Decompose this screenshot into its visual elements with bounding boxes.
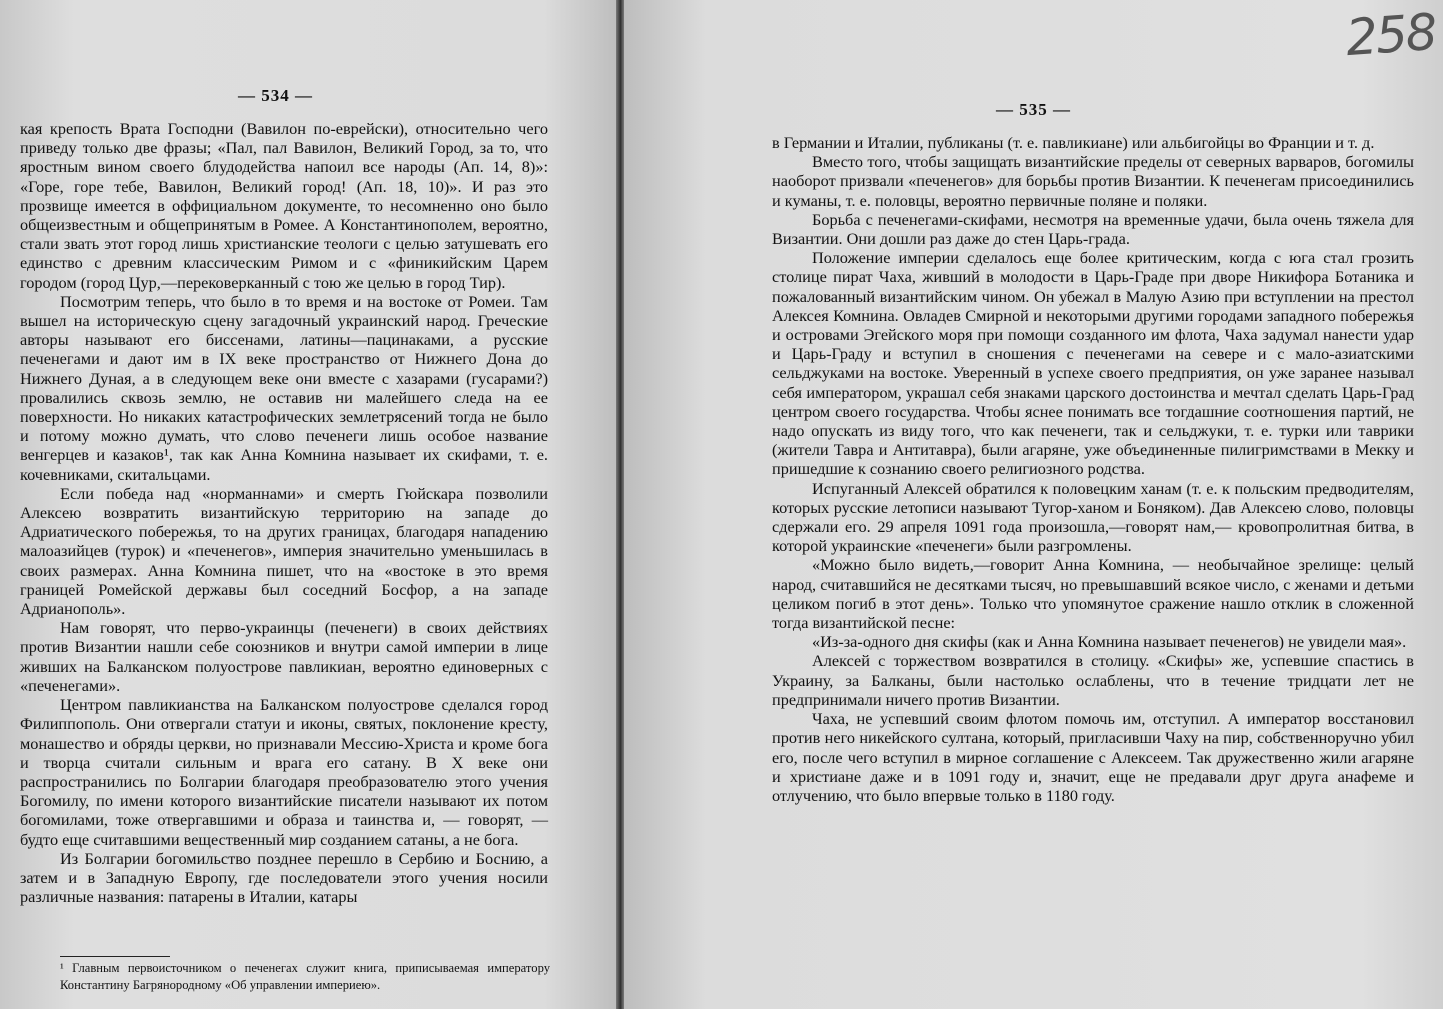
left-page — [0, 0, 618, 1009]
paragraph: Центром павликианства на Балканском полуострове сделался город Филиппополь. Они отвергали статуи и иконы, святых, поклонение кресту, монашество и обряды церкви, но признавали Мессию-Христа и кроме бога и творца считали сильным и врага его сатану. В X веке они распространились по Болгарии благодаря преобразователю этого учения Богомилу, по имени которого византийские писатели называют их потом богомилами, тоже отвергавшими и образа и таинства и, — говорят, — будто еще считавшими вещественный мир созданием сатаны, а не бога. — [20, 695, 548, 849]
paragraph: Посмотрим теперь, что было в то время и на востоке от Ромеи. Там вышел на историческую сцену загадочный украинский народ. Греческие авторы называют его биссенами, латины—пацинаками, а русские печенегами и дают им в IX веке пространство от Нижнего Дона до Нижнего Дуная, а в следующем веке они вместе с хазарами (гусарами?) провалились сквозь землю, не оставив ни малейшего следа на ее поверхности. Но никаких катастрофических землетрясений тогда не было и потому можно думать, что слово печенеги лишь особое название венгерцев и казаков¹, так как Анна Комнина называет их скифами, т. е. кочевниками, скитальцами. — [20, 291, 548, 484]
paragraph: «Можно было видеть,—говорит Анна Комнина, — необычайное зрелище: целый народ, считавшийся не десятками тысяч, но превышавший всякое число, с женами и детьми целиком погиб в этот день». Только что упомянутое сражение нашло отклик в сложенной тогда византийской песне: — [772, 555, 1414, 633]
handwritten-folio-number: 258 — [1343, 2, 1437, 68]
paragraph: Положение империи сделалось еще более критическим, когда с юга стал грозить столице пират Чаха, живший в молодости в Царь-Граде при дворе Никифора Ботаника и пожалованный византийским чином. Он убежал в Малую Азию при вступлении на престол Алексея Комнина. Овладев Смирной и некоторыми другими городами западного побережья и островами Эгейского моря при помощи созданного им флота, Чаха задумал нанести удар и Царь-Граду и вступил в сношения с печенегами на севере и с мало-азиатскими сельджуками на востоке. Уверенный в успехе своего предприятия, он уже заранее называл себя императором, украшал себя знаками царского достоинства и мечтал сделать Царь-Град центром своего государства. Чтобы яснее понимать все тогдашние соотношения партий, не надо опускать из виду того, что как печенеги, так и сельджуки, т. е. турки или таврики (жители Тавра и Антитавра), были агаряне, уже объединенные пилигримствами в Мекку и пришедшие к сознанию своего религиозного родства. — [772, 248, 1414, 479]
paragraph: Вместо того, чтобы защищать византийские пределы от северных варваров, богомилы наоборот призвали «печенегов» для борьбы против Византии. К печенегам присоединились и куманы, т. е. половцы, вероятно первичные поляне и поляки. — [772, 152, 1414, 210]
paragraph: Алексей с торжеством возвратился в столицу. «Скифы» же, успевшие спастись в Украину, за Балканы, были настолько ослаблены, что в течение тридцати лет не предпринимали ничего против Византии. — [772, 651, 1414, 709]
paragraph: Чаха, не успевший своим флотом помочь им, отступил. А император восстановил против него никейского султана, который, пригласивши Чаху на пир, собственноручно убил его, после чего вступил в мирное соглашение с Алексеем. Так дружественно жили агаряне и христиане даже и в 1091 году и, значит, еще не предавали друг друга анафеме и отлучению, что было впервые только в 1180 году. — [772, 709, 1414, 805]
left-page-number: — 534 — — [238, 86, 313, 105]
footnote: ¹ Главным первоисточником о печенегах служит книга, приписываемая императору Константину Багрянородному «Об управлении империею». — [60, 961, 550, 992]
paragraph: кая крепость Врата Господни (Вавилон по-еврейски), относительно чего приведу только две фразы; «Пал, пал Вавилон, Великий Город, за то, что яростным вином своего блудодейства напоил все народы (Ап. 14, 8)»: «Горе, горе тебе, Вавилон, Великий город! (Ап. 18, 10)». И раз это прозвище имеется в оффициальном документе, то несомненно оно было общеизвестным и общепринятым в Ромее. А Константинополем, вероятно, стали звать этот город лишь христианские теологи с целью затушевать его единство с древним классическим Римом и с «финикийским Царем городом (город Цур,—перековерканный с тою же целью в город Тир). — [20, 119, 548, 292]
right-page — [624, 0, 1443, 1009]
right-page-text — [772, 133, 1414, 805]
paragraph: Нам говорят, что перво-украинцы (печенеги) в своих действиях против Византии нашли себе союзников и внутри самой империи в лице живших на Балканском полуострове павликиан, вероятно единоверных с «печенегами». — [20, 618, 548, 695]
paragraph: в Германии и Италии, публиканы (т. е. павликиане) или альбигойцы во Франции и т. д. — [772, 133, 1375, 152]
paragraph: Борьба с печенегами-скифами, несмотря на временные удачи, была очень тяжела для Византии. Они дошли раз даже до стен Царь-града. — [772, 209, 1414, 249]
right-page-number: — 535 — — [996, 100, 1071, 119]
left-page-text — [20, 119, 548, 906]
paragraph: Если победа над «норманнами» и смерть Гюйскара позволили Алексею возвратить византийскую территорию на западе до Адриатического побережья, то на других границах, благодаря нападению малоазийцев (турок) и «печенегов», империя значительно уменьшилась в своих размерах. Анна Комнина пишет, что на «востоке в это время границей Ромейской державы был соседний Босфор, а на западе Адрианополь». — [20, 483, 548, 619]
paragraph: Испуганный Алексей обратился к половецким ханам (т. е. к польским предводителям, которых русские летописи называют Тугор-ханом и Боняком). Дав Алексею слово, половцы сдержали его. 29 апреля 1091 года произошла,—говорят нам,— кровопролитная битва, в которой украинские «печенеги» были разгромлены. — [772, 478, 1414, 556]
paragraph: «Из-за-одного дня скифы (как и Анна Комнина называет печенегов) не увидели мая». — [812, 632, 1407, 652]
footnote-rule — [60, 956, 170, 957]
paragraph: Из Болгарии богомильство позднее перешло в Сербию и Боснию, а затем и в Западную Европу, где последователи этого учения носили различные названия: патарены в Италии, катары — [20, 848, 548, 907]
